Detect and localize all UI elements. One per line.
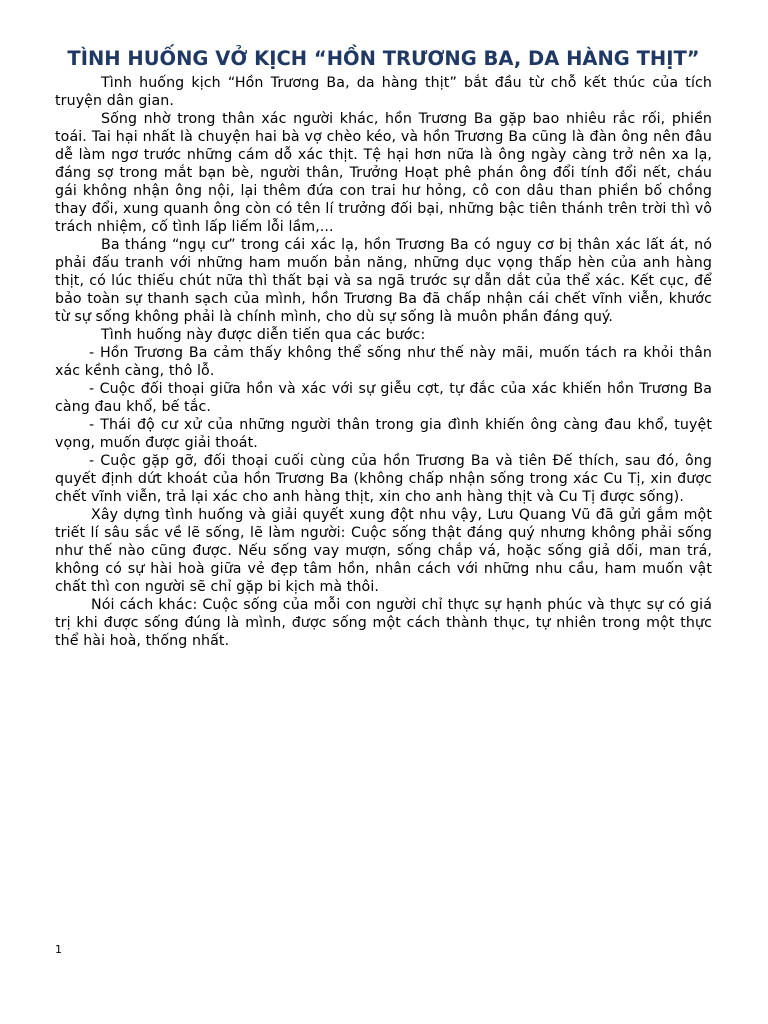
paragraph-philosophy: Xây dựng tình huống và giải quyết xung đột nhu vậy, Lưu Quang Vũ đã gửi gắm một triết lí sâu sắc về lẽ sống, lẽ làm người: Cuộc sống thật đáng quý nhưng không phải sống như thế nào cũng được. Nếu sống vay mượn, sống chắp vá, hoặc sống giả dối, man trá, không có sự hài hoà giữa vẻ đẹp tâm hồn, nhân cách với những nhu cầu, ham muốn vật chất thì con người sẽ chỉ gặp bi kịch mà thôi. <box>55 507 712 595</box>
list-item-step-1: - Hồn Trương Ba cảm thấy không thể sống như thế này mãi, muốn tách ra khỏi thân xác kềnh càng, thô lỗ. <box>55 345 712 379</box>
list-item-step-2: - Cuộc đối thoại giữa hồn và xác với sự giễu cợt, tự đắc của xác khiến hồn Trương Ba càng đau khổ, bế tắc. <box>55 381 712 415</box>
document-page <box>55 46 712 650</box>
paragraph-intro: Tình huống kịch “Hồn Trương Ba, da hàng thịt” bắt đầu từ chỗ kết thúc của tích truyện dân gian. <box>55 75 712 109</box>
page-number: 1 <box>55 943 62 956</box>
list-item-step-3: - Thái độ cư xử của những người thân trong gia đình khiến ông càng đau khổ, tuyệt vọng, muốn được giải thoát. <box>55 417 712 451</box>
paragraph-conclusion: Nói cách khác: Cuộc sống của mỗi con người chỉ thực sự hạnh phúc và thực sự có giá trị khi được sống đúng là mình, được sống một cách thành thục, tự nhiên trong một thực thể hài hoà, thống nhất. <box>55 597 712 649</box>
document-title: TÌNH HUỐNG VỞ KỊCH “HỒN TRƯƠNG BA, DA HÀNG THỊT” <box>67 47 700 70</box>
paragraph-troubles: Sống nhờ trong thân xác người khác, hồn Trương Ba gặp bao nhiêu rắc rối, phiền toái. Tai hại nhất là chuyện hai bà vợ chèo kéo, và hồn Trương Ba cũng là đàn ông nên đâu dễ làm ngơ trước những cám dỗ xác thịt. Tệ hại hơn nữa là ông ngày càng trở nên xa lạ, đáng sợ trong mắt bạn bè, người thân, Trưởng Hoạt phê phán ông đổi tính đổi nết, cháu gái không nhận ông nội, lại thêm đứa con trai hư hỏng, cô con dâu than phiền bố chồng thay đổi, xung quanh ông còn có tên lí trưởng đối bại, những bậc tiên thánh trên trời thì vô trách nhiệm, cố tình lấp liếm lỗi lầm,... <box>55 111 712 235</box>
list-item-step-4: - Cuộc gặp gỡ, đối thoại cuối cùng của hồn Trương Ba và tiên Đế thích, sau đó, ông quyết định dứt khoát của hồn Trương Ba (không chấp nhận sống trong xác Cu Tị, xin được chết vĩnh viễn, trả lại xác cho anh hàng thịt, xin cho anh hàng thịt và Cu Tị được sống). <box>55 453 712 505</box>
paragraph-steps-intro: Tình huống này được diễn tiến qua các bước: <box>101 327 426 343</box>
paragraph-three-months: Ba tháng “ngụ cư” trong cái xác lạ, hồn Trương Ba có nguy cơ bị thân xác lất át, nó phải đấu tranh với những ham muốn bản năng, những dục vọng thấp hèn của anh hàng thịt, có lúc thiếu chút nữa thì thất bại và sa ngã trước sự dẫn dắt của thể xác. Kết cục, để bảo toàn sự thanh sạch của mình, hồn Trương Ba đã chấp nhận cái chết vĩnh viễn, khước từ sự sống không phải là chính mình, cho dù sự sống là muôn phần đáng quý. <box>55 237 712 325</box>
